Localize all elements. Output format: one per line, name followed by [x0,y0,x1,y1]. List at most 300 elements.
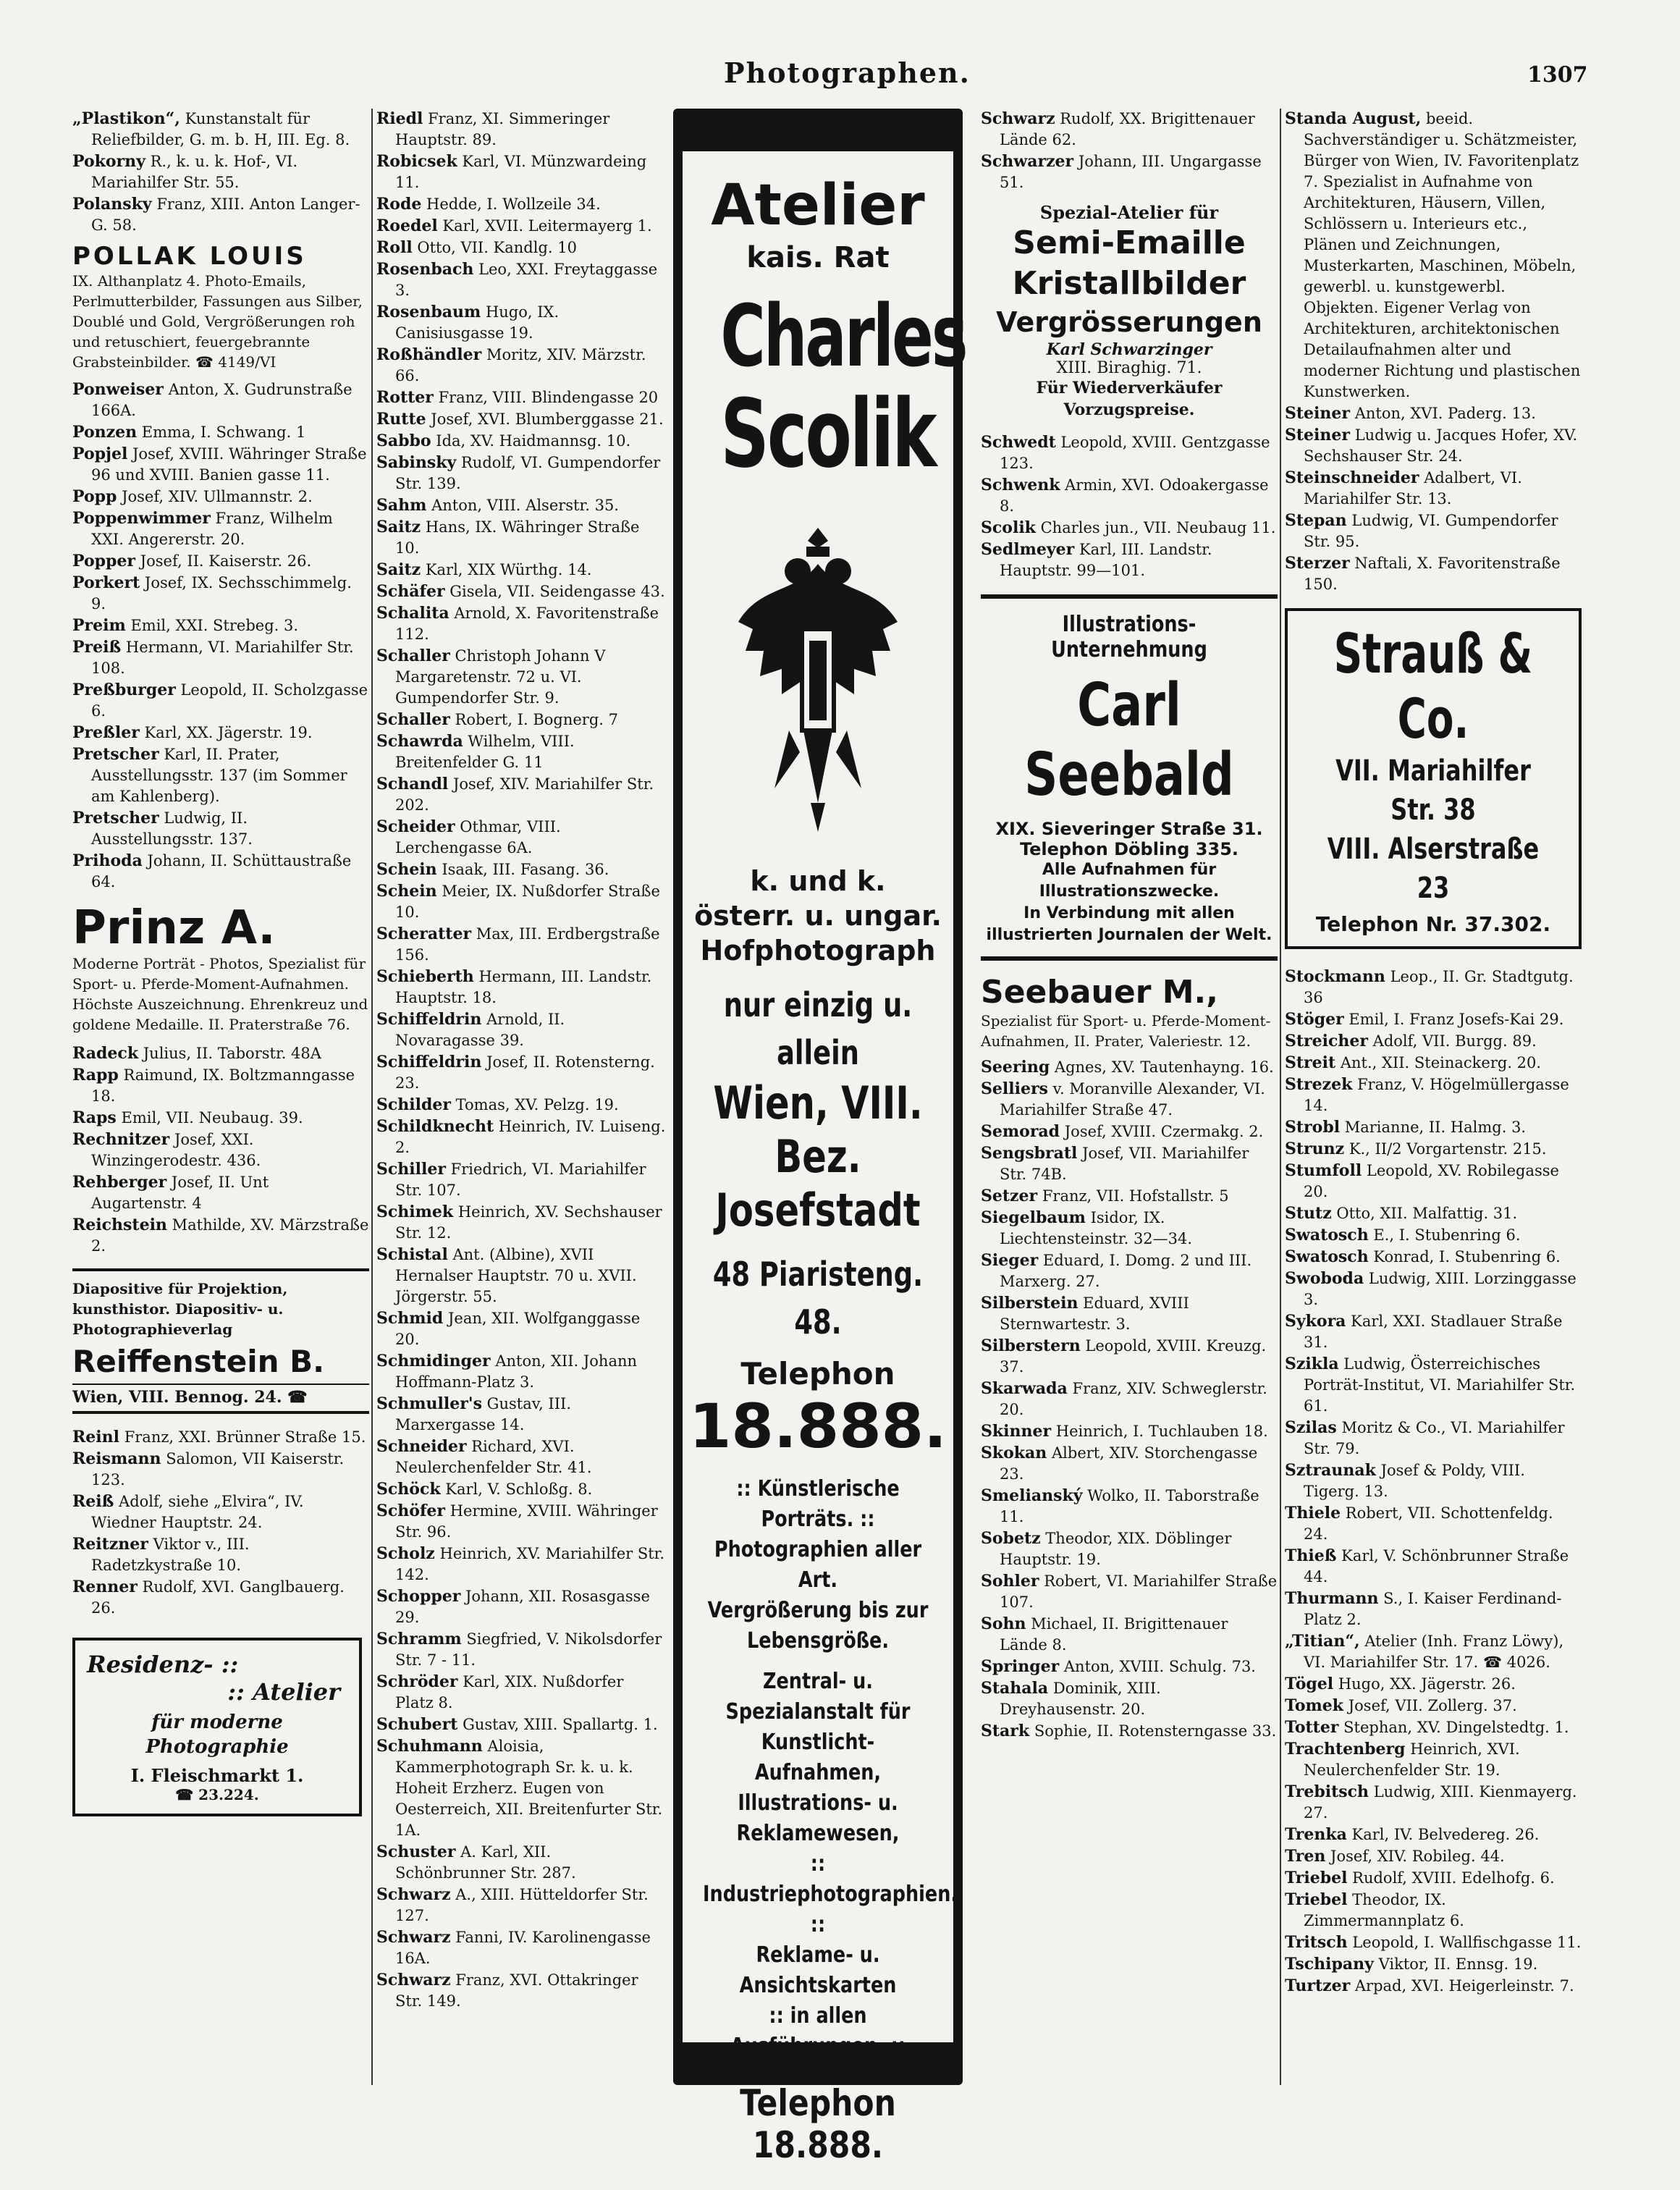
entry-name: Roll [376,238,413,257]
entry-name: Stark [981,1722,1030,1740]
entry-address: Atelier (Inh. Franz Löwy), VI. Mariahilfer Str. 17. ☎ 4026. [1304,1633,1564,1671]
directory-entry [1285,1696,1582,1717]
entry-address: Anton, X. Gudrunstraße 166A. [91,381,353,419]
entry-name: Schawrda [376,732,463,751]
schwarzinger-line-5: Karl Schwarzinger [1046,340,1212,359]
directory-entry [376,1308,666,1350]
entry-name: Stahala [981,1679,1049,1698]
eagle-emblem-icon [731,513,905,839]
directory-entry [981,1079,1278,1121]
entry-name: Stepan [1285,511,1347,530]
entry-name: Schiffeldrin [376,1053,482,1071]
directory-entry [72,1129,369,1171]
entry-name: Porkert [72,573,140,592]
directory-entry [72,1534,369,1576]
entry-address: Ludwig, II. Ausstellungsstr. 137. [91,809,253,848]
entry-address: Salomon, VII Kaiserstr. 123. [91,1450,345,1488]
entry-name: Stumfoll [1285,1161,1362,1180]
directory-entry [1285,1739,1582,1781]
directory-entry [981,432,1278,474]
residenz-line-3: für moderne Photographie [145,1711,289,1758]
scolik-line-5: :: Industriephotographien. :: [703,1851,958,1937]
entry-address: Isaak, III. Fasang. 36. [442,861,609,878]
directory-entry [72,444,369,486]
entry-name: Schimek [376,1203,454,1221]
entry-name: Preßler [72,723,140,742]
entry-address: Josef, XVIII. Währinger Straße 96 und XVIII. Banien gasse 11. [91,445,367,484]
entry-name: Sabbo [376,431,431,450]
entry-name: Schuster [376,1842,456,1861]
residenz-ad [72,1638,362,1816]
entry-name: Tomek [1285,1696,1344,1715]
entry-address: Wolko, II. Taborstraße 11. [1000,1487,1259,1525]
entry-name: Robicsek [376,152,457,171]
entry-list-4b [1285,966,1582,1997]
directory-entry [376,495,666,516]
directory-entry [376,1009,666,1051]
directory-entry [1285,1203,1582,1224]
entry-name: Rosenbaum [376,303,481,321]
entry-name: Schandl [376,775,449,793]
entry-name: Prihoda [72,851,143,870]
residenz-line-5: ☎ 23.224. [175,1786,259,1803]
entry-name: Renner [72,1578,138,1596]
entry-name: Poppenwimmer [72,509,211,528]
entry-list-4a [1285,109,1582,595]
directory-entry [376,1436,666,1478]
entry-name: Triebel [1285,1869,1348,1887]
entry-address: Othmar, VIII. Lerchengasse 6A. [395,818,561,856]
entry-address: Leopold, XVIII. Kreuzg. 37. [1000,1337,1267,1376]
entry-address: Karl, XIX. Nußdorfer Platz 8. [395,1673,624,1711]
entry-address: Eduard, XVIII Sternwartestr. 3. [1000,1294,1189,1333]
entry-address: Moritz, XIV. Märzstr. 66. [395,346,646,384]
entry-name: Schwarzer [981,152,1074,171]
entry-address: Emil, VII. Neubaug. 39. [121,1109,303,1126]
directory-entry [376,1629,666,1671]
entry-address: Moritz & Co., VI. Mariahilfer Str. 79. [1304,1419,1565,1457]
entry-address: Emil, I. Franz Josefs-Kai 29. [1348,1011,1564,1028]
entry-name: Sterzer [1285,554,1350,573]
directory-entry [376,774,666,816]
directory-entry [376,881,666,923]
entry-address: Dominik, XIII. Dreyhausenstr. 20. [1000,1680,1161,1718]
strauss-line-3: VIII. Alserstraße 23 [1327,833,1540,905]
reiffenstein-address: Wien, VIII. Bennog. 24. ☎ [72,1384,369,1407]
directory-entry [72,851,369,893]
entry-name: Silberstein [981,1294,1079,1313]
entry-list-1d [72,1427,369,1619]
entry-address: Karl, XVII. Leitermayerg 1. [442,217,652,235]
entry-name: Schröder [376,1672,458,1691]
entry-name: Skinner [981,1422,1052,1441]
directory-entry [981,1208,1278,1250]
directory-entry [1285,468,1582,510]
directory-entry [981,1721,1278,1742]
entry-name: Schneider [376,1437,467,1456]
entry-address: Kunstanstalt für Reliefbilder, G. m. b. H, III. Eg. 8. [91,110,350,148]
seebald-line-2: Carl Seebald [1024,671,1234,809]
directory-entry [72,1491,369,1533]
entry-name: Schein [376,882,437,901]
directory-entry [72,1449,369,1491]
entry-name: Stutz [1285,1204,1332,1223]
entry-name: Stöger [1285,1010,1344,1029]
entry-address: Karl, II. Prater, Ausstellungsstr. 137 (im Sommer am Kahlenberg). [91,746,347,805]
directory-entry [376,1095,666,1116]
entry-name: Schilder [376,1095,451,1114]
directory-entry [376,1884,666,1926]
entry-name: Steiner [1285,426,1350,445]
directory-entry [981,1057,1278,1078]
entry-name: Popp [72,487,117,506]
entry-address: Franz, XIV. Schweglerstr. 20. [1000,1380,1267,1418]
entry-address: Franz, VII. Hofstallstr. 5 [1042,1187,1229,1205]
entry-address: Heinrich, XV. Sechshauser Str. 12. [395,1203,662,1242]
entry-name: Schäfer [376,582,445,601]
entry-address: Marianne, II. Halmg. 3. [1344,1119,1527,1136]
entry-address: K., II/2 Vorgartenstr. 215. [1348,1140,1547,1158]
directory-entry [376,194,666,215]
entry-name: Trebitsch [1285,1782,1369,1801]
entry-address: Johann, XII. Rosasgasse 29. [395,1588,650,1626]
entry-address: Karl, V. Schloßg. 8. [445,1481,593,1498]
entry-name: Turtzer [1285,1976,1351,1995]
entry-address: Arnold, II. Novaragasse 39. [395,1011,565,1049]
entry-name: Schwarz [981,109,1055,128]
entry-name: Thurmann [1285,1589,1379,1608]
directory-entry [1285,425,1582,467]
entry-name: Sohn [981,1614,1026,1633]
entry-address: Franz, XI. Simmeringer Hauptstr. 89. [395,110,610,148]
schwarzinger-line-1: Spezial-Atelier für [1039,202,1219,223]
entry-address: Friedrich, VI. Mariahilfer Str. 107. [395,1161,646,1199]
entry-address: Jean, XII. Wolfganggasse 20. [395,1310,641,1348]
directory-entry [1285,1074,1582,1116]
entry-name: Pretscher [72,809,159,827]
entry-address: Sophie, II. Rotensterngasse 33. [1034,1722,1277,1740]
entry-address: Ant., XII. Steinackerg. 20. [1340,1054,1542,1071]
entry-name: Reiß [72,1492,114,1511]
entry-address: Agnes, XV. Tautenhayng. 16. [1054,1058,1274,1076]
directory-entry [72,680,369,722]
entry-address: Rudolf, VI. Gumpendorfer Str. 139. [395,454,661,492]
entry-name: Sohler [981,1572,1039,1591]
prinz-name: Prinz A. [72,901,276,955]
entry-name: Scolik [981,518,1036,537]
entry-address: Josef, XIV. Mariahilfer Str. 202. [395,775,654,814]
entry-address: v. Moranville Alexander, VI. Mariahilfer Straße 47. [1000,1080,1265,1119]
pollak-ad [72,242,369,372]
entry-address: Franz, VIII. Blindengasse 20 [438,389,659,406]
directory-entry [376,216,666,237]
scolik-oesterr: österr. u. ungar. [694,900,942,932]
entry-address: Aloisia, Kammerphotograph Sr. k. u. k. Hoheit Erzherz. Eugen von Oesterreich, XII. Breitenfurter Str. 1A. [395,1738,663,1839]
entry-name: Ponzen [72,423,138,442]
directory-entry [1285,510,1582,552]
scolik-line-4: Zentral- u. Spezialanstalt für Kunstlicht-Aufnahmen, Illustrations- u. Reklamewesen, [725,1669,911,1846]
entry-name: Rosenbach [376,260,474,279]
directory-entry [1285,1932,1582,1953]
directory-entry [72,1065,369,1107]
entry-name: Streit [1285,1053,1336,1072]
entry-address: A. Karl, XII. Schönbrunner Str. 287. [395,1843,576,1882]
entry-address: Heinrich, I. Tuchlauben 18. [1055,1423,1268,1440]
entry-address: Josef, II. Kaiserstr. 26. [140,552,312,570]
entry-address: Johann, III. Ungargasse 51. [1000,153,1262,191]
scolik-line-6: Reklame- u. Ansichtskarten [739,1942,897,1998]
entry-address: Viktor v., III. Radetzkystraße 10. [91,1536,250,1574]
scolik-name: Scolik [720,379,935,489]
entry-name: Schöck [376,1480,441,1499]
entry-name: Sobetz [981,1529,1041,1548]
entry-address: Josef, II. Rotensterng. 23. [395,1053,655,1092]
entry-name: Schalita [376,604,449,623]
directory-entry [376,1479,666,1500]
entry-address: Theodor, IX. Zimmermannplatz 6. [1304,1891,1464,1929]
entry-address: Anton, XVIII. Schulg. 73. [1063,1658,1256,1675]
entry-address: Tomas, XV. Pelzg. 19. [455,1096,619,1113]
entry-address: Josef, XVIII. Czermakg. 2. [1064,1123,1264,1140]
directory-entry [1285,1846,1582,1867]
directory-entry [981,1678,1278,1720]
entry-address: Anton, VIII. Alserstr. 35. [431,497,619,514]
entry-address: Josef & Poldy, VIII. Tigerg. 13. [1304,1462,1525,1500]
page-title: Photographen. [724,56,971,89]
entry-address: Karl, IV. Belvedereg. 26. [1351,1826,1540,1843]
entry-name: Reinl [72,1428,119,1446]
entry-address: A., XIII. Hütteldorfer Str. 127. [395,1886,649,1924]
entry-name: Radeck [72,1044,139,1063]
directory-entry [376,517,666,559]
directory-entry [981,1121,1278,1142]
directory-entry [1285,553,1582,595]
entry-name: Riedl [376,109,423,128]
directory-entry [376,560,666,581]
entry-address: Adolf, VII. Burgg. 89. [1372,1032,1537,1050]
entry-name: Rehberger [72,1173,167,1192]
entry-address: Richard, XVI. Neulerchenfelder Str. 41. [395,1438,592,1476]
entry-address: Arpad, XVI. Heigerleinstr. 7. [1354,1977,1574,1995]
entry-name: Schwarz [376,1928,451,1947]
entry-address: E., I. Stubenring 6. [1373,1226,1521,1244]
directory-entry [376,1714,666,1735]
entry-name: „Titian“, [1285,1632,1360,1651]
entry-address: Hans, IX. Währinger Straße 10. [395,518,640,557]
scolik-atelier: Atelier [711,173,925,238]
entry-address: Gustav, XIII. Spallartg. 1. [463,1716,658,1733]
entry-name: Schuhmann [376,1737,483,1756]
entry-address: Meier, IX. Nußdorfer Straße 10. [395,883,660,921]
entry-address: beeid. Sachverständiger u. Schätzmeister, Bürger von Wien, IV. Favoritenplatz 7. Spezialist in Aufnahme von Architekturen, Häusern, Villen, Schlössern u. Interieurs etc., Plänen und Zeichnungen, Musterkarten, Maschinen, Möbeln, gewerbl. u. kunstgewerbl. Objekten. Eigener Verlag von Architekturen, architektonischen Detailaufnahmen alter und moderner Richtung und plastischen Kunstwerken. [1304,110,1581,400]
directory-entry [376,1351,666,1393]
entry-address: Ludwig, XIII. Lorzinggasse 3. [1304,1270,1576,1308]
entry-name: Schwarz [376,1885,451,1904]
directory-entry [72,508,369,550]
directory-entry [1285,1418,1582,1460]
directory-entry [1285,1503,1582,1545]
entry-name: Schaller [376,710,450,729]
entry-name: Strezek [1285,1075,1353,1094]
directory-entry [1285,109,1582,403]
directory-entry [72,573,369,615]
directory-entry [376,709,666,730]
entry-name: Preiß [72,638,122,657]
entry-address: Franz, XXI. Brünner Straße 15. [124,1428,366,1446]
entry-name: Scholz [376,1544,435,1563]
entry-address: Hugo, XX. Jägerstr. 26. [1338,1675,1516,1693]
entry-address: Adalbert, VI. Mariahilfer Str. 13. [1304,469,1522,508]
directory-entry [376,924,666,966]
entry-address: Theodor, XIX. Döblinger Hauptstr. 19. [1000,1530,1232,1568]
directory-entry [981,1656,1278,1677]
seebald-line-4: Telephon Döbling 335. [1019,839,1239,859]
directory-entry [376,581,666,602]
entry-address: Raimund, IX. Boltzmanngasse 18. [91,1066,355,1105]
scolik-ad-frame [680,149,966,2166]
directory-entry [376,966,666,1008]
directory-entry [72,1215,369,1257]
directory-entry [72,808,369,850]
page-number: 1307 [1527,62,1588,88]
entry-name: Popper [72,552,135,570]
directory-entry [376,646,666,709]
entry-address: Stephan, XV. Dingelstedtg. 1. [1343,1719,1569,1736]
entry-name: Strobl [1285,1118,1341,1137]
entry-name: Schiffeldrin [376,1010,482,1029]
entry-name: Siegelbaum [981,1208,1086,1227]
entry-address: Otto, XII. Malfattig. 31. [1336,1205,1518,1222]
entry-address: Franz, Wilhelm XXI. Angererstr. 20. [91,510,333,548]
directory-entry [981,539,1278,581]
entry-name: Totter [1285,1718,1339,1737]
entry-name: Triebel [1285,1890,1348,1909]
entry-name: Popjel [72,445,128,463]
entry-address: Hedde, I. Wollzeile 34. [426,195,601,213]
column-4 [1285,109,1582,2139]
seebald-line-1: Illustrations-Unternehmung [1051,612,1207,662]
entry-address: Konrad, I. Stubenring 6. [1373,1248,1561,1265]
residenz-line-2: :: Atelier [227,1678,340,1706]
entry-list-1c [72,1043,369,1257]
seebald-line-5: Alle Aufnahmen für Illustrationszwecke. [1039,861,1220,901]
entry-name: Rode [376,195,422,214]
directory-entry [1285,1311,1582,1353]
entry-name: Sztraunak [1285,1461,1376,1480]
directory-entry [376,1586,666,1628]
directory-entry [376,345,666,387]
directory-entry [1285,1139,1582,1160]
entry-address: Heinrich, XV. Mariahilfer Str. 142. [395,1545,665,1583]
entry-name: Rapp [72,1066,119,1085]
directory-entry [981,1614,1278,1656]
scolik-ad [673,109,966,2166]
entry-address: Karl, V. Schönbrunner Straße 44. [1304,1547,1569,1585]
entry-address: Robert, VI. Mariahilfer Straße 107. [1000,1572,1278,1611]
scolik-kais-rat: kais. Rat [746,241,890,274]
entry-address: Franz, XIII. Anton Langer-G. 58. [91,195,360,234]
entry-name: Schein [376,860,437,879]
entry-address: Eduard, I. Domg. 2 und III. Marxerg. 27. [1000,1252,1252,1290]
entry-address: Albert, XIV. Storchengasse 23. [1000,1444,1258,1483]
directory-entry [72,151,369,193]
directory-entry [1285,1546,1582,1588]
entry-name: Rotter [376,388,434,407]
entry-address: Julius, II. Taborstr. 48A [143,1045,321,1062]
entry-name: Semorad [981,1122,1060,1141]
schwarzinger-line-3: Kristallbilder [1012,265,1246,302]
entry-name: Schistal [376,1245,448,1264]
scolik-line-3: Vergrößerung bis zur Lebensgröße. [707,1598,929,1654]
seebald-line-6: In Verbindung mit allen illustrierten Journalen der Welt. [986,904,1272,944]
directory-entry [1285,1031,1582,1052]
directory-entry [1285,1824,1582,1845]
directory-entry [376,109,666,151]
entry-name: Pokorny [72,152,145,171]
entry-list-1b [72,379,369,893]
entry-address: Heinrich, XVI. Neulerchenfelder Str. 19. [1304,1740,1520,1779]
directory-entry [376,409,666,430]
directory-entry [376,859,666,880]
strauss-line-1: Strauß & Co. [1333,621,1533,751]
directory-entry [72,723,369,744]
directory-entry [72,379,369,421]
directory-entry [72,744,369,807]
entry-name: Schildknecht [376,1117,494,1136]
directory-entry [1285,1588,1582,1630]
entry-name: Silberstern [981,1336,1081,1355]
directory-entry [981,1336,1278,1378]
entry-name: Sabinsky [376,453,457,472]
directory-entry [376,817,666,859]
directory-entry [376,431,666,452]
seebauer-ad [981,974,1278,1051]
directory-entry [1285,1354,1582,1417]
entry-name: Thieß [1285,1546,1337,1565]
entry-name: Roedel [376,216,438,235]
directory-entry [72,1043,369,1064]
directory-entry [981,1143,1278,1185]
entry-name: Standa August, [1285,109,1422,128]
entry-name: Tritsch [1285,1933,1348,1952]
scolik-address: 48 Piaristeng. 48. [712,1255,924,1342]
directory-entry [376,1052,666,1094]
directory-entry [981,1250,1278,1292]
entry-address: Hermine, XVIII. Währinger Str. 96. [395,1502,658,1541]
entry-address: Anton, XVI. Paderg. 13. [1354,405,1536,422]
entry-name: Preßburger [72,681,176,699]
directory-entry [376,237,666,258]
directory-entry [376,1394,666,1436]
column-divider [1280,109,1281,2085]
scolik-telephon-number: 18.888. [688,1391,947,1462]
entry-name: Steiner [1285,404,1350,423]
scolik-telephon-2: Telephon 18.888. [740,2082,896,2166]
directory-entry [376,1543,666,1585]
directory-entry [1285,403,1582,424]
directory-entry [376,1927,666,1969]
directory-entry [72,1108,369,1129]
entry-address: Emma, I. Schwang. 1 [141,424,306,441]
entry-address: Josef, II. Unt Augartenstr. 4 [91,1174,269,1212]
directory-entry [72,1172,369,1214]
directory-entry [981,1378,1278,1420]
directory-entry [981,1443,1278,1485]
entry-name: Swoboda [1285,1269,1364,1288]
entry-address: Leopold, XVIII. Gentzgasse 123. [1000,434,1270,472]
directory-entry [72,194,369,236]
entry-address: Isidor, IX. Liechtensteinstr. 32—34. [1000,1209,1193,1247]
